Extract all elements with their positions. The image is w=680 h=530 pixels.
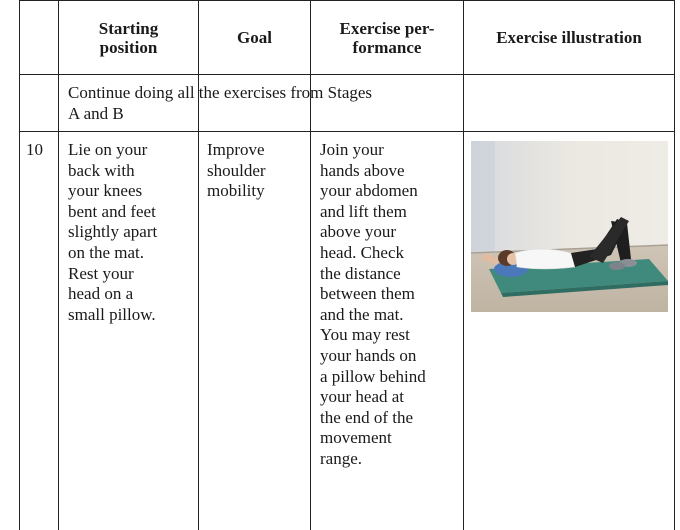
grid-line [19,0,20,530]
header-starting-position [59,1,198,74]
grid-line [198,0,199,530]
grid-line [674,0,675,530]
note-row-text: Continue doing all the exercises from Stages A and B [68,83,373,123]
grid-line [58,0,59,530]
exercise-photo [471,141,668,312]
grid-line [19,74,675,75]
header-exercise-performance [311,1,463,74]
header-label: Exercise illustration [496,28,642,47]
grid-line [310,0,311,530]
performance-text: Join your hands above your abdomen and lift them above your head. Check the distance between them and the mat. You may rest your hands on a pillow behind your head at the end of the movement range. [320,140,426,468]
header-label: Goal [237,28,272,47]
header-label: Starting position [98,18,159,57]
header-goal [199,1,310,74]
grid-line [19,131,675,132]
exercise-photo-drawing [471,141,668,312]
starting-position-text: Lie on your back with your knees bent and feet slightly apart on the mat. Rest your head on a small pillow. [68,140,158,324]
grid-line [463,0,464,530]
header-label: Exercise per- formance [339,18,435,57]
row-number: 10 [26,140,43,159]
header-exercise-illustration [464,1,674,74]
goal-text: Improve shoulder mobility [207,140,266,201]
